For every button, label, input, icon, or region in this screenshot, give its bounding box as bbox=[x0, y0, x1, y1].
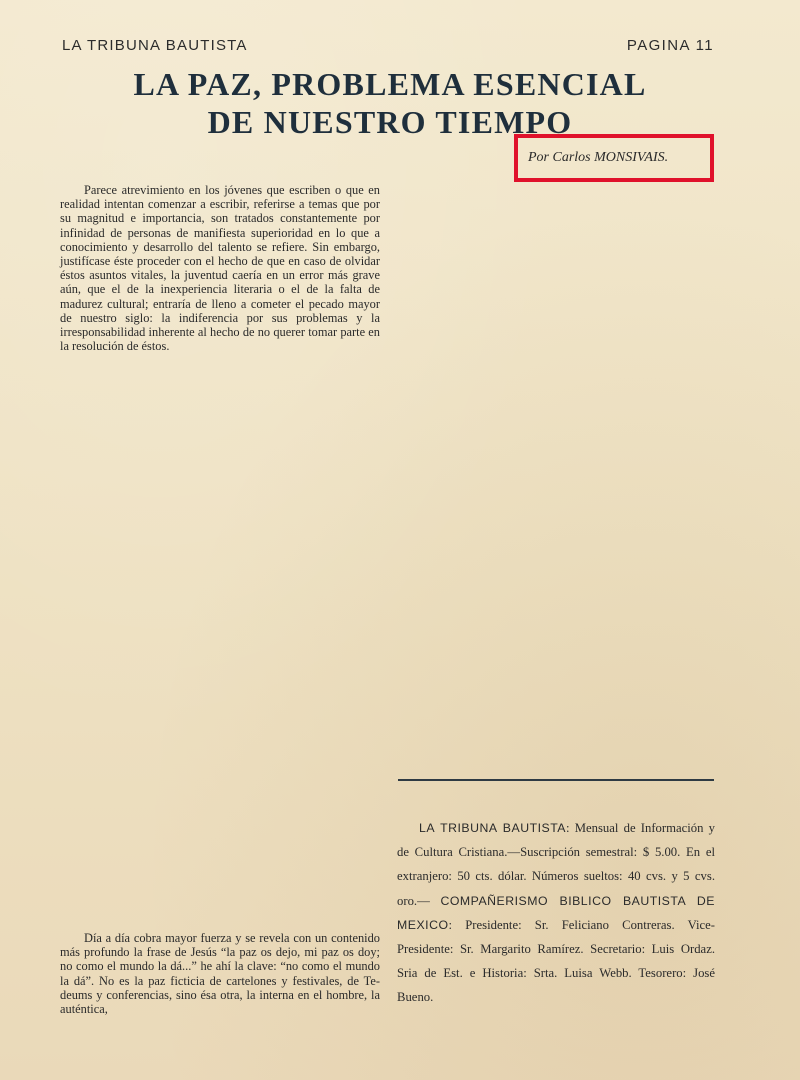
article-title-line-1: LA PAZ, PROBLEMA ESENCIAL bbox=[133, 66, 647, 102]
running-header-page-number: PAGINA 11 bbox=[626, 37, 714, 54]
masthead-block bbox=[397, 816, 715, 1010]
article-column-top bbox=[60, 183, 380, 353]
article-paragraph-2: Día a día cobra mayor fuerza y se revela con un contenido más profundo la frase de Jesús “la paz os dejo, mi paz os doy; no como el mundo la dá...” he ahí la clave: “no como el mundo la dá”. No es la paz ficticia de cartelones y festivales, de Te-deums y conferencias, sino ésa otra, la interna en el hombre, la auténtica, bbox=[60, 931, 380, 1017]
masthead-officers: : Presidente: Sr. Feliciano Contreras. Vice-Presidente: Sr. Margarito Ramírez. Secretario: Luis Ordaz. Sria de Est. e Historia: Srta. Luisa Webb. Tesorero: José Bueno. bbox=[397, 917, 715, 1005]
running-header-publication: LA TRIBUNA BAUTISTA bbox=[62, 37, 248, 54]
article-byline: Por Carlos MONSIVAIS. bbox=[528, 150, 669, 165]
masthead-subscription-info: : Mensual de Información y de Cultura Cristiana.—Suscripción semestral: $ 5.00. En el extranjero: 50 cts. dólar. Números sueltos: 40 cvs. y 5 cvs. oro.— bbox=[397, 821, 715, 908]
masthead-divider bbox=[398, 779, 714, 781]
article-column-bottom bbox=[60, 931, 380, 1016]
masthead-publication-name: LA TRIBUNA BAUTISTA bbox=[419, 821, 567, 835]
article-title-line-2: DE NUESTRO TIEMPO bbox=[207, 104, 573, 140]
masthead-organization-name: COMPAÑERISMO BIBLICO BAUTISTA DE MEXICO bbox=[397, 893, 716, 932]
masthead-paragraph bbox=[397, 816, 715, 1010]
article-paragraph-1: Parece atrevimiento en los jóvenes que escriben o que en realidad intentan comenzar a escribir, referirse a temas que por su magnitud e importancia, son tratados constantemente por infinidad de personas de manifiesta superioridad en lo que a conocimiento y desarrollo del talento se refiere. Sin embargo, justifícase éste proceder con el hecho de que en caso de olvidar éstos asuntos vitales, la juventud caería en un error más grave aún, que el de la inexperiencia literaria o el de la falta de madurez cultural; entraría de lleno a cometer el pecado mayor de nuestro siglo: la indiferencia por sus problemas y la irresponsabilidad inherente al hecho de no querer tomar parte en la resolución de éstos. bbox=[60, 183, 380, 354]
